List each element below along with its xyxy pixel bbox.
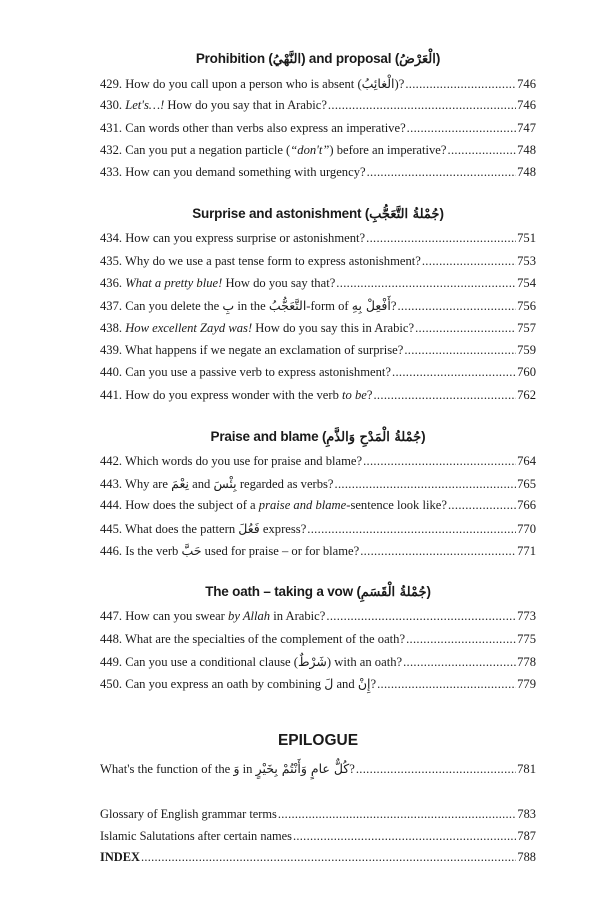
toc-entry-437[interactable]: 437. Can you delete the بِ in the التَّعَجُّبُ-form of أَفْعِلْ بِهِ? ..... 756 <box>100 298 536 320</box>
section-title-prohibition: Prohibition (النَّهْيُ) and proposal (الْعَرْضُ) <box>195 51 441 67</box>
toc-list <box>100 609 536 698</box>
toc-entry-446[interactable]: 446. Is the verb حَبَّ used for praise – or for blame? ..... 771 <box>100 543 536 565</box>
toc-entry-436[interactable]: 436. What a pretty blue! How do you say that? ..... 754 <box>100 276 536 298</box>
toc-entry-salutations[interactable]: Islamic Salutations after certain names ..... 787 <box>100 829 536 851</box>
toc-entry-440[interactable]: 440. Can you use a passive verb to express astonishment? ..... 760 <box>100 365 536 387</box>
toc-entry-431[interactable]: 431. Can words other than verbs also express an imperative? ..... 747 <box>100 121 536 143</box>
toc-entry-447[interactable]: 447. How can you swear by Allah in Arabic? ..... 773 <box>100 609 536 631</box>
toc-entry-443[interactable]: 443. Why are نِعْمَ and بِئْسَ regarded as verbs? ..... 765 <box>100 476 536 498</box>
toc-page <box>100 48 536 872</box>
toc-entry-429[interactable]: 429. How do you call upon a person who is absent (الْغائِبُ)? ..... 746 <box>100 76 536 98</box>
toc-entry-448[interactable]: 448. What are the specialties of the complement of the oath? ..... 775 <box>100 632 536 654</box>
toc-entry-444[interactable]: 444. How does the subject of a praise and blame-sentence look like? ..... 766 <box>100 498 536 520</box>
toc-entry-433[interactable]: 433. How can you demand something with urgency? ..... 748 <box>100 165 536 187</box>
toc-list <box>100 761 536 783</box>
toc-entry-450[interactable]: 450. Can you express an oath by combining لَ and إِنْ? ..... 779 <box>100 676 536 698</box>
epilogue-title: EPILOGUE <box>277 731 359 749</box>
section-title-surprise: Surprise and astonishment (جُمْلةُ التَّعَجُّبِ) <box>192 206 444 223</box>
toc-entry-epilogue[interactable]: What's the function of the وَ in كُلٌّ عامٍ وَأَنْتُمْ بِخَيْرٍ? ..... 781 <box>100 761 536 783</box>
toc-entry-glossary[interactable]: Glossary of English grammar terms ..... 783 <box>100 807 536 829</box>
toc-entry-430[interactable]: 430. Let's…! How do you say that in Arabic? ..... 746 <box>100 98 536 120</box>
toc-entry-442[interactable]: 442. Which words do you use for praise and blame? ..... 764 <box>100 454 536 476</box>
toc-entry-439[interactable]: 439. What happens if we negate an exclamation of surprise? ..... 759 <box>100 343 536 365</box>
section-title-oath: The oath – taking a vow (جُمْلةُ الْقَسَمِ) <box>205 584 431 601</box>
toc-entry-449[interactable]: 449. Can you use a conditional clause (شَرْطٌ) with an oath? ..... 778 <box>100 654 536 676</box>
section-title-praise-blame: Praise and blame (جُمْلةُ الْمَدْحِ وَالذَّمِ) <box>210 428 426 445</box>
toc-entry-index[interactable]: INDEX ..... 788 <box>100 850 536 872</box>
toc-entry-445[interactable]: 445. What does the pattern فَعُلَ express? ..... 770 <box>100 521 536 543</box>
toc-entry-432[interactable]: 432. Can you put a negation particle (“don't”) before an imperative? ..... 748 <box>100 143 536 165</box>
toc-entry-434[interactable]: 434. How can you express surprise or astonishment? ..... 751 <box>100 231 536 253</box>
toc-entry-441[interactable]: 441. How do you express wonder with the verb to be? ..... 762 <box>100 388 536 410</box>
toc-entry-435[interactable]: 435. Why do we use a past tense form to express astonishment? ..... 753 <box>100 254 536 276</box>
toc-list <box>100 231 536 409</box>
toc-list <box>100 454 536 565</box>
back-matter-list <box>100 807 536 872</box>
toc-list <box>100 76 536 187</box>
toc-entry-438[interactable]: 438. How excellent Zayd was! How do you say this in Arabic? ..... 757 <box>100 321 536 343</box>
